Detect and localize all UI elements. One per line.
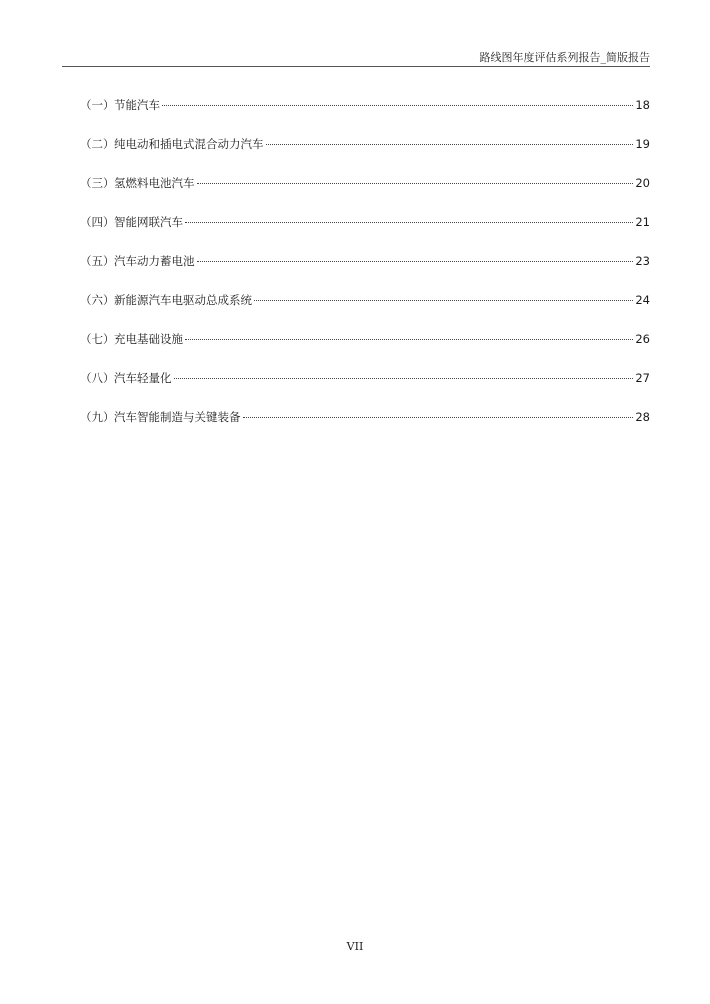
table-of-contents [80, 96, 650, 447]
toc-entry-page: 27 [635, 371, 650, 385]
dot-leader [266, 144, 634, 145]
toc-entry-page: 28 [635, 410, 650, 424]
running-header: 路线图年度评估系列报告_简版报告 [479, 51, 650, 64]
toc-entry-number: （一） [80, 98, 115, 112]
toc-entry-page: 21 [635, 215, 650, 229]
toc-entry-number: （七） [80, 332, 115, 346]
toc-entry-number: （九） [80, 410, 115, 424]
toc-entry-2[interactable] [80, 135, 650, 174]
toc-entry-9[interactable] [80, 408, 650, 447]
toc-entry-3[interactable] [80, 174, 650, 213]
toc-entry-8[interactable] [80, 369, 650, 408]
toc-entry-page: 20 [635, 176, 650, 190]
toc-entry-number: （四） [80, 215, 115, 229]
dot-leader [197, 261, 634, 262]
toc-entry-page: 26 [635, 332, 650, 346]
dot-leader [197, 183, 634, 184]
dot-leader [243, 417, 634, 418]
toc-entry-page: 24 [635, 293, 650, 307]
toc-entry-title: 新能源汽车电驱动总成系统 [114, 293, 252, 307]
toc-entry-number: （五） [80, 254, 115, 268]
toc-entry-4[interactable] [80, 213, 650, 252]
toc-entry-title: 汽车智能制造与关键装备 [114, 410, 241, 424]
dot-leader [174, 378, 634, 379]
toc-entry-title: 充电基础设施 [114, 332, 183, 346]
dot-leader [254, 300, 633, 301]
toc-entry-number: （六） [80, 293, 115, 307]
toc-entry-7[interactable] [80, 330, 650, 369]
dot-leader [185, 222, 633, 223]
toc-entry-title: 汽车动力蓄电池 [114, 254, 195, 268]
toc-entry-title: 汽车轻量化 [114, 371, 172, 385]
toc-entry-page: 19 [635, 137, 650, 151]
toc-entry-6[interactable] [80, 291, 650, 330]
toc-entry-number: （二） [80, 137, 115, 151]
toc-entry-title: 氢燃料电池汽车 [114, 176, 195, 190]
toc-entry-page: 23 [635, 254, 650, 268]
header-divider [62, 66, 650, 67]
toc-entry-page: 18 [635, 98, 650, 112]
toc-entry-title: 智能网联汽车 [114, 215, 183, 229]
dot-leader [162, 105, 633, 106]
toc-entry-1[interactable] [80, 96, 650, 135]
page-number: VII [346, 940, 364, 953]
dot-leader [185, 339, 633, 340]
toc-entry-title: 纯电动和插电式混合动力汽车 [114, 137, 264, 151]
toc-entry-number: （八） [80, 371, 115, 385]
toc-entry-5[interactable] [80, 252, 650, 291]
toc-entry-title: 节能汽车 [114, 98, 160, 112]
toc-entry-number: （三） [80, 176, 115, 190]
